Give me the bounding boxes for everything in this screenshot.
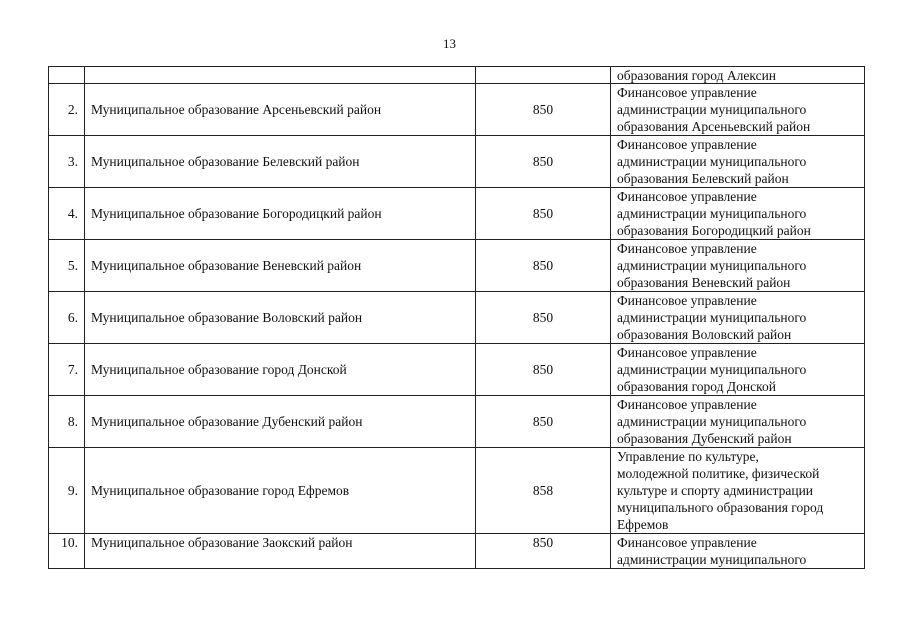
agency-line: администрации муниципального <box>617 102 807 117</box>
agency-line: образования Веневский район <box>617 275 791 290</box>
agency-line: администрации муниципального <box>617 362 807 377</box>
agency-line: Ефремов <box>617 517 669 532</box>
cell-agency <box>611 136 865 188</box>
cell-number: 3. <box>49 136 85 188</box>
agency-line: администрации муниципального <box>617 154 807 169</box>
agency-line: Финансовое управление <box>617 293 757 308</box>
cell-number: 6. <box>49 292 85 344</box>
page-number: 13 <box>443 36 456 51</box>
cell-agency <box>611 396 865 448</box>
cell-number <box>49 67 85 84</box>
agency-line: образования город Донской <box>617 379 776 394</box>
cell-municipality: Муниципальное образование город Донской <box>85 344 476 396</box>
cell-number: 4. <box>49 188 85 240</box>
cell-municipality <box>85 67 476 84</box>
cell-code: 850 <box>476 396 611 448</box>
cell-code: 850 <box>476 534 611 569</box>
table-row <box>49 344 865 396</box>
agency-line: культуре и спорту администрации <box>617 483 814 498</box>
agency-line: Финансовое управление <box>617 397 757 412</box>
agency-line: Финансовое управление <box>617 241 757 256</box>
table-body <box>49 67 865 569</box>
cell-number: 7. <box>49 344 85 396</box>
cell-code <box>476 67 611 84</box>
table-row <box>49 534 865 569</box>
table-row <box>49 448 865 534</box>
agency-line: образования Воловский район <box>617 327 792 342</box>
agency-line: молодежной политике, физической <box>617 466 820 481</box>
cell-municipality: Муниципальное образование Богородицкий район <box>85 188 476 240</box>
cell-code: 850 <box>476 240 611 292</box>
cell-municipality: Муниципальное образование Воловский район <box>85 292 476 344</box>
cell-municipality: Муниципальное образование Веневский район <box>85 240 476 292</box>
table-row <box>49 240 865 292</box>
municipal-table <box>48 66 865 569</box>
agency-line: образования Дубенский район <box>617 431 792 446</box>
cell-agency <box>611 448 865 534</box>
agency-line: Финансовое управление <box>617 85 757 100</box>
agency-line: администрации муниципального <box>617 552 807 567</box>
cell-code: 850 <box>476 188 611 240</box>
agency-line: муниципального образования город <box>617 500 824 515</box>
cell-agency <box>611 84 865 136</box>
cell-agency <box>611 67 865 84</box>
table-row <box>49 188 865 240</box>
agency-line: Финансовое управление <box>617 189 757 204</box>
cell-code: 850 <box>476 292 611 344</box>
cell-code: 850 <box>476 344 611 396</box>
cell-agency <box>611 292 865 344</box>
cell-number: 10. <box>49 534 85 569</box>
table-row-continuation <box>49 67 865 84</box>
cell-code: 850 <box>476 136 611 188</box>
cell-code: 850 <box>476 84 611 136</box>
table-row <box>49 292 865 344</box>
agency-line: администрации муниципального <box>617 310 807 325</box>
cell-municipality: Муниципальное образование Арсеньевский район <box>85 84 476 136</box>
cell-agency <box>611 188 865 240</box>
agency-line: образования Богородицкий район <box>617 223 811 238</box>
agency-line: Финансовое управление <box>617 535 757 550</box>
agency-line: Финансовое управление <box>617 137 757 152</box>
cell-number: 8. <box>49 396 85 448</box>
table-row <box>49 84 865 136</box>
cell-municipality: Муниципальное образование Белевский район <box>85 136 476 188</box>
table-row <box>49 136 865 188</box>
cell-municipality: Муниципальное образование город Ефремов <box>85 448 476 534</box>
agency-line: Управление по культуре, <box>617 449 759 464</box>
table-row <box>49 396 865 448</box>
cell-agency <box>611 240 865 292</box>
cell-number: 5. <box>49 240 85 292</box>
agency-line: образования Белевский район <box>617 171 789 186</box>
cell-agency <box>611 534 865 569</box>
agency-line: администрации муниципального <box>617 206 807 221</box>
cell-number: 9. <box>49 448 85 534</box>
agency-line: администрации муниципального <box>617 414 807 429</box>
cell-municipality: Муниципальное образование Заокский район <box>85 534 476 569</box>
cell-number: 2. <box>49 84 85 136</box>
agency-line: администрации муниципального <box>617 258 807 273</box>
agency-line: Финансовое управление <box>617 345 757 360</box>
cell-municipality: Муниципальное образование Дубенский район <box>85 396 476 448</box>
agency-line: образования город Алексин <box>617 67 777 83</box>
cell-code: 858 <box>476 448 611 534</box>
cell-agency <box>611 344 865 396</box>
agency-line: образования Арсеньевский район <box>617 119 811 134</box>
